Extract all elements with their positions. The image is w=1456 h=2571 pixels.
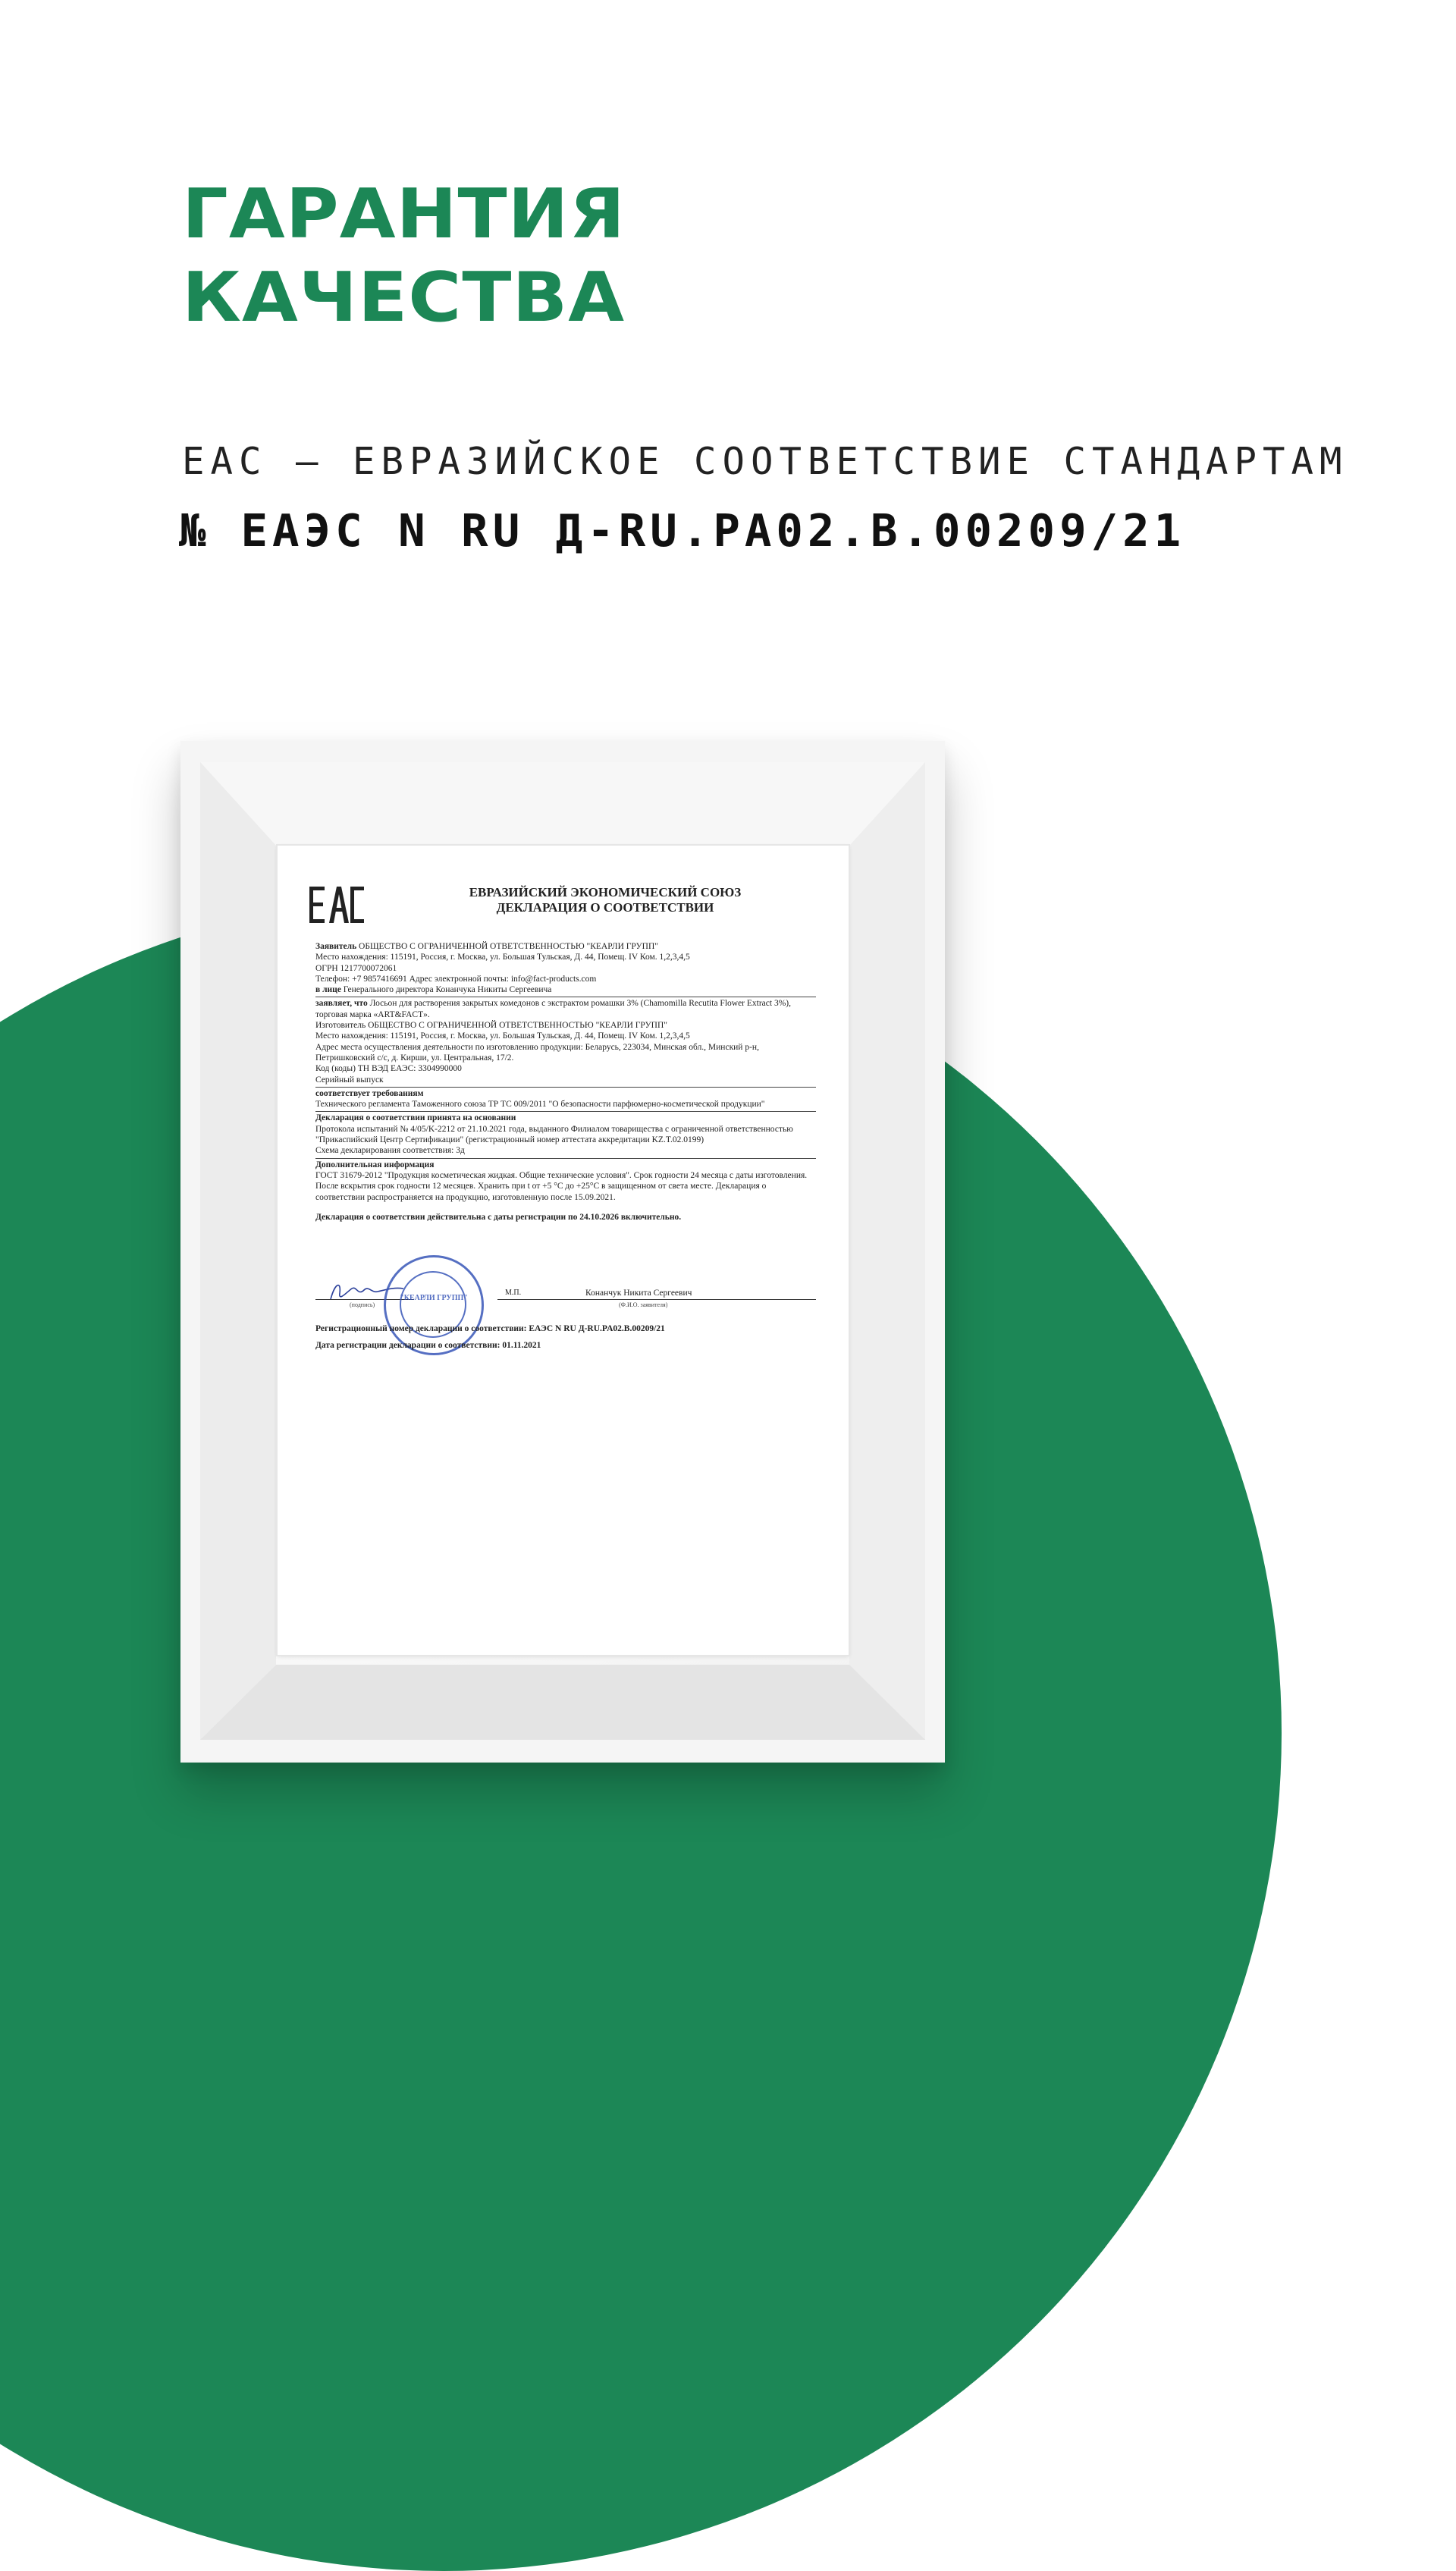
certificate-number-value: ЕАЭС N RU Д-RU.PA02.B.00209/21	[240, 504, 1186, 557]
divider	[315, 1111, 816, 1112]
document-body	[315, 941, 816, 1223]
applicant: ОБЩЕСТВО С ОГРАНИЧЕННОЙ ОТВЕТСТВЕННОСТЬЮ "КЕАРЛИ ГРУПП"	[356, 942, 658, 951]
signer-caption: (Ф.И.О. заявителя)	[619, 1301, 668, 1308]
basis: Протокола испытаний № 4/05/K-2212 от 21.10.2021 года, выданного Филиалом товарищества с ограниченной ответственностью "Прикаспийский Центр Сертификации" (регистрационный номер аттестата аккредитации KZ.T.02.0199)	[315, 1124, 793, 1145]
manufacturer: Изготовитель ОБЩЕСТВО С ОГРАНИЧЕННОЙ ОТВЕТСТВЕННОСТЬЮ "КЕАРЛИ ГРУПП"	[315, 1021, 667, 1031]
complies-label: соответствует требованиям	[315, 1088, 424, 1098]
divider	[315, 1087, 816, 1088]
document-header	[416, 885, 795, 915]
declaration-document	[278, 846, 849, 1655]
represented-label: в лице	[315, 985, 341, 995]
manufacturer-address: Место нахождения: 115191, Россия, г. Москва, ул. Большая Тульская, Д. 44, Помещ. IV Ком. 1,2,3,4,5	[315, 1031, 690, 1041]
additional-label: Дополнительная информация	[315, 1160, 435, 1169]
ogrn: ОГРН 1217700072061	[315, 963, 397, 973]
certificate-number	[179, 504, 1185, 557]
signer-line	[497, 1299, 816, 1300]
registration-date: Дата регистрации декларации о соответствии: 01.11.2021	[315, 1341, 541, 1350]
regulation: Технического регламента Таможенного союза ТР ТС 009/2011 "О безопасности парфюмерно-косметической продукции"	[315, 1100, 765, 1110]
stamp-text: "КЕАРЛИ ГРУПП"	[400, 1294, 468, 1302]
eac-logo-icon	[308, 885, 366, 924]
additional-info: ГОСТ 31679-2012 "Продукция косметическая жидкая. Общие технические условия". Срок годности 24 месяца с даты изготовления. После вскрытия срок годности 12 месяцев. Хранить при t от +5 °С до +25°С в защищенном от света месте. Декларация о соответствии распространяется на продукцию, изготовленную после 15.09.2021.	[315, 1170, 808, 1202]
mp-label: М.П.	[505, 1289, 522, 1297]
divider	[315, 1158, 816, 1159]
contacts: Телефон: +7 9857416691 Адрес электронной почты: info@fact-products.com	[315, 974, 597, 984]
headline	[182, 173, 626, 340]
header-declaration: ДЕКЛАРАЦИЯ О СООТВЕТСТВИИ	[496, 900, 714, 915]
signature-caption: (подпись)	[350, 1301, 375, 1308]
represented: Генерального директора Конанчука Никиты Сергеевича	[340, 985, 552, 995]
header-union: ЕВРАЗИЙСКИЙ ЭКОНОМИЧЕСКИЙ СОЮЗ	[469, 885, 742, 899]
eac-subtitle: ЕАС – ЕВРАЗИЙСКОЕ СООТВЕТСТВИЕ СТАНДАРТАМ	[182, 440, 1348, 483]
product: Лосьон для растворения закрытых комедонов с экстрактом ромашки 3% (Chamomilla Recutita Flower Extract 3%), торговая марка «ART&FACT».	[315, 999, 791, 1019]
validity: Декларация о соответствии действительна с даты регистрации по 24.10.2026 включительно.	[315, 1212, 682, 1222]
signer-name: Конанчук Никита Сергеевич	[585, 1289, 692, 1298]
headline-line-2: КАЧЕСТВА	[182, 258, 626, 337]
tn-ved-code: Код (коды) ТН ВЭД ЕАЭС: 3304990000	[315, 1064, 462, 1074]
registration-number: Регистрационный номер декларации о соответствии: ЕАЭС N RU Д-RU.PA02.B.00209/21	[315, 1324, 665, 1333]
scheme: Схема декларирования соответствия: 3д	[315, 1146, 465, 1156]
production-address: Адрес места осуществления деятельности по изготовлению продукции: Беларусь, 223034, Минская обл., Минский р-н, Петришковский с/с, д. Кирши, ул. Центральная, 17/2.	[315, 1042, 759, 1063]
declares-label: заявляет, что	[315, 999, 368, 1009]
number-sign: №	[179, 504, 211, 557]
headline-line-1: ГАРАНТИЯ	[182, 174, 626, 254]
basis-label: Декларация о соответствии принята на основании	[315, 1113, 516, 1123]
applicant-address: Место нахождения: 115191, Россия, г. Москва, ул. Большая Тульская, Д. 44, Помещ. IV Ком. 1,2,3,4,5	[315, 953, 690, 962]
serial-release: Серийный выпуск	[315, 1075, 384, 1085]
applicant-label: Заявитель	[315, 942, 357, 951]
